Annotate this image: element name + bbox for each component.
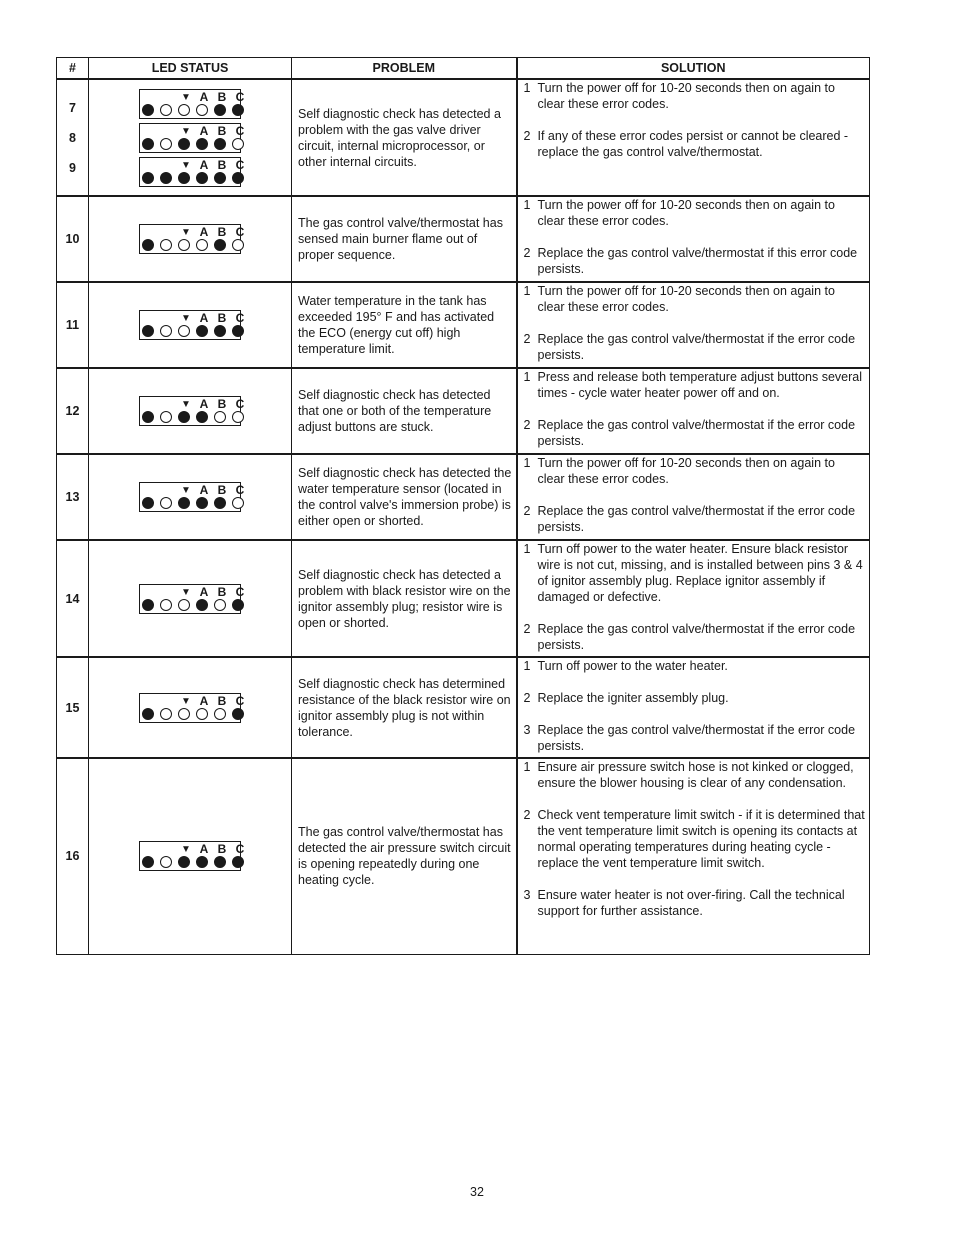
led-letter: A [199, 157, 209, 172]
step-number: 1 [523, 284, 531, 298]
step-number: 1 [523, 659, 531, 673]
step-text: Replace the gas control valve/thermostat if the error code persists. [537, 418, 856, 448]
problem-cell: The gas control valve/thermostat has detected the air pressure switch circuit is opening repeatedly during one heating cycle. [292, 758, 517, 954]
table-row [57, 454, 870, 540]
led-row [142, 325, 244, 337]
step-text: Ensure water heater is not over-firing. Call the technical support for further assistance. [537, 888, 845, 918]
led-row [142, 411, 244, 423]
error-code-cell [57, 657, 89, 758]
error-code-cell [57, 79, 89, 196]
step-number: 3 [523, 888, 531, 902]
triangle-down-icon: ▼ [181, 844, 191, 856]
triangle-down-icon: ▼ [181, 313, 191, 324]
table-row [57, 540, 870, 657]
led-header [177, 226, 249, 239]
led-off-icon [160, 856, 172, 868]
solution-step [524, 807, 866, 871]
led-letter: B [217, 311, 227, 325]
step-text: If any of these error codes persist or cannot be cleared - replace the gas control valve/thermostat. [537, 129, 849, 159]
solution-spacer [524, 112, 866, 128]
led-on-icon [160, 172, 172, 184]
led-off-icon [178, 239, 190, 251]
led-letter: A [199, 123, 209, 138]
led-stack [89, 224, 291, 254]
led-off-icon [160, 239, 172, 251]
led-status-cell [89, 196, 292, 282]
led-letter: B [217, 584, 227, 599]
led-stack [89, 89, 291, 187]
step-text: Replace the gas control valve/thermostat if the error code persists. [537, 504, 856, 534]
led-on-icon [232, 172, 244, 184]
step-text: Check vent temperature limit switch - if it is determined that the vent temperature limit switch is opening its contacts at normal operating temperatures during heating cycle - replace the vent temperature limit switch. [537, 808, 865, 870]
led-row [142, 104, 244, 116]
step-text: Turn off power to the water heater. Ensure black resistor wire is not cut, missing, and is installed between pins 3 & 4 of ignitor assembly plug. Replace ignitor assembly if damaged or defective. [537, 542, 863, 604]
solution-cell [517, 540, 870, 657]
solution-step [524, 722, 866, 754]
solution-step [524, 503, 866, 535]
triangle-down-icon: ▼ [181, 695, 191, 707]
led-display [139, 224, 245, 254]
step-number: 1 [523, 542, 531, 556]
solution-spacer [524, 791, 866, 807]
led-row [142, 599, 244, 611]
led-header [177, 91, 249, 104]
led-letter: B [217, 157, 227, 172]
led-on-icon [196, 599, 208, 611]
solution-step [524, 369, 866, 401]
led-row [142, 856, 244, 868]
led-row [142, 239, 244, 251]
table-row [57, 79, 870, 196]
led-off-icon [178, 599, 190, 611]
led-off-icon [178, 104, 190, 116]
led-off-icon [214, 599, 226, 611]
error-code-cell [57, 758, 89, 954]
led-on-icon [232, 325, 244, 337]
led-letter: C [235, 225, 245, 239]
step-text: Turn off power to the water heater. [537, 659, 728, 673]
solution-spacer [524, 229, 866, 245]
step-text: Replace the gas control valve/thermostat if the error code persists. [537, 332, 856, 362]
led-on-icon [214, 138, 226, 150]
led-off-icon [178, 325, 190, 337]
led-stack [89, 584, 291, 614]
step-number: 3 [523, 723, 531, 737]
led-display [139, 310, 245, 340]
step-number: 2 [523, 246, 531, 260]
led-letter: C [235, 483, 245, 497]
led-off-icon [214, 708, 226, 720]
led-on-icon [196, 856, 208, 868]
led-letter: C [235, 397, 245, 411]
header-problem: PROBLEM [292, 58, 517, 80]
problem-cell: Self diagnostic check has detected a problem with the gas valve driver circuit, internal microprocessor, or other internal circuits. [292, 79, 517, 196]
led-header [177, 695, 249, 708]
step-number: 2 [523, 622, 531, 636]
led-off-icon [196, 104, 208, 116]
led-off-icon [160, 138, 172, 150]
led-status-cell [89, 368, 292, 454]
led-on-icon [232, 856, 244, 868]
solution-step [524, 283, 866, 315]
triangle-down-icon: ▼ [181, 399, 191, 410]
solution-step [524, 197, 866, 229]
led-header [177, 398, 249, 411]
led-display [139, 693, 245, 723]
led-on-icon [142, 599, 154, 611]
led-on-icon [142, 138, 154, 150]
led-letter: A [199, 397, 209, 411]
table-row [57, 758, 870, 954]
led-on-icon [214, 239, 226, 251]
solution-spacer [524, 487, 866, 503]
solution-cell [517, 282, 870, 368]
table-row [57, 282, 870, 368]
led-letter: C [235, 89, 245, 104]
solution-spacer [524, 871, 866, 887]
led-letter: C [235, 123, 245, 138]
led-stack [89, 841, 291, 871]
led-on-icon [178, 856, 190, 868]
led-display [139, 123, 245, 153]
led-off-icon [232, 411, 244, 423]
led-off-icon [178, 708, 190, 720]
solution-cell [517, 758, 870, 954]
led-display [139, 89, 245, 119]
led-off-icon [196, 239, 208, 251]
solution-step [524, 690, 866, 706]
led-off-icon [214, 411, 226, 423]
triangle-down-icon: ▼ [181, 227, 191, 238]
led-header [177, 843, 249, 856]
led-on-icon [142, 325, 154, 337]
problem-cell: The gas control valve/thermostat has sensed main burner flame out of proper sequence. [292, 196, 517, 282]
solution-spacer [524, 706, 866, 722]
step-number: 2 [523, 808, 531, 822]
solution-step [524, 417, 866, 449]
solution-step [524, 887, 866, 919]
led-on-icon [178, 138, 190, 150]
led-off-icon [232, 497, 244, 509]
led-on-icon [214, 325, 226, 337]
led-on-icon [196, 172, 208, 184]
solution-step [524, 455, 866, 487]
solution-step [524, 621, 866, 653]
solution-step [524, 128, 866, 160]
error-code: 8 [69, 130, 76, 145]
led-on-icon [214, 856, 226, 868]
led-letter: B [217, 89, 227, 104]
error-code-cell [57, 368, 89, 454]
step-number: 2 [523, 129, 531, 143]
led-status-cell [89, 79, 292, 196]
led-letter: A [199, 311, 209, 325]
led-on-icon [196, 325, 208, 337]
led-letter: A [199, 693, 209, 708]
led-header [177, 312, 249, 325]
led-off-icon [160, 411, 172, 423]
step-text: Turn the power off for 10-20 seconds then on again to clear these error codes. [537, 456, 835, 486]
error-code: 16 [65, 849, 80, 864]
led-letter: B [217, 483, 227, 497]
led-off-icon [160, 708, 172, 720]
led-row [142, 172, 244, 184]
step-text: Turn the power off for 10-20 seconds then on again to clear these error codes. [537, 284, 835, 314]
step-text: Replace the gas control valve/thermostat if the error code persists. [537, 723, 856, 753]
diagnostic-table [56, 57, 870, 955]
led-display [139, 482, 245, 512]
step-number: 2 [523, 332, 531, 346]
table-row [57, 657, 870, 758]
error-code: 7 [69, 100, 76, 115]
led-letter: B [217, 397, 227, 411]
led-letter: A [199, 89, 209, 104]
header-led-status: LED STATUS [89, 58, 292, 80]
solution-cell [517, 196, 870, 282]
solution-step [524, 759, 866, 791]
led-on-icon [196, 497, 208, 509]
solution-step [524, 245, 866, 277]
led-on-icon [232, 599, 244, 611]
problem-cell: Self diagnostic check has determined resistance of the black resistor wire on ignitor assembly plug is not within tolerance. [292, 657, 517, 758]
led-on-icon [142, 239, 154, 251]
led-on-icon [196, 411, 208, 423]
led-letter: B [217, 693, 227, 708]
led-on-icon [142, 856, 154, 868]
triangle-down-icon: ▼ [181, 586, 191, 598]
led-display [139, 584, 245, 614]
solution-cell [517, 79, 870, 196]
led-on-icon [178, 497, 190, 509]
solution-step [524, 658, 866, 674]
led-off-icon [196, 708, 208, 720]
led-status-cell [89, 454, 292, 540]
step-number: 1 [523, 81, 531, 95]
led-off-icon [160, 104, 172, 116]
error-code-cell [57, 282, 89, 368]
led-on-icon [232, 104, 244, 116]
led-on-icon [214, 172, 226, 184]
step-text: Turn the power off for 10-20 seconds then on again to clear these error codes. [537, 198, 835, 228]
led-letter: C [235, 584, 245, 599]
error-code: 11 [65, 318, 80, 332]
triangle-down-icon: ▼ [181, 125, 191, 137]
step-text: Replace the gas control valve/thermostat if the error code persists. [537, 622, 856, 652]
led-stack [89, 396, 291, 426]
led-off-icon [232, 138, 244, 150]
led-letter: A [199, 842, 209, 857]
led-stack [89, 693, 291, 723]
led-on-icon [142, 104, 154, 116]
led-letter: A [199, 225, 209, 239]
led-on-icon [142, 411, 154, 423]
problem-cell: Self diagnostic check has detected the water temperature sensor (located in the control valve's immersion probe) is either open or shorted. [292, 454, 517, 540]
error-code-cell [57, 454, 89, 540]
error-code: 14 [65, 591, 80, 606]
step-number: 1 [523, 760, 531, 774]
led-header [177, 125, 249, 138]
error-code: 9 [69, 160, 76, 175]
led-row [142, 708, 244, 720]
error-code: 13 [65, 490, 80, 504]
problem-cell: Self diagnostic check has detected that one or both of the temperature adjust buttons are stuck. [292, 368, 517, 454]
led-on-icon [178, 411, 190, 423]
table-row [57, 196, 870, 282]
led-stack [89, 310, 291, 340]
solution-step [524, 331, 866, 363]
led-letter: C [235, 157, 245, 172]
led-row [142, 138, 244, 150]
led-off-icon [160, 325, 172, 337]
led-status-cell [89, 282, 292, 368]
error-code: 10 [65, 232, 80, 246]
problem-cell: Water temperature in the tank has exceeded 195° F and has activated the ECO (energy cut off) high temperature limit. [292, 282, 517, 368]
led-off-icon [160, 497, 172, 509]
led-off-icon [160, 599, 172, 611]
led-row [142, 497, 244, 509]
solution-step [524, 80, 866, 112]
led-display [139, 157, 245, 187]
led-letter: C [235, 311, 245, 325]
led-status-cell [89, 540, 292, 657]
header-number: # [57, 58, 89, 80]
led-letter: A [199, 483, 209, 497]
led-on-icon [178, 172, 190, 184]
step-text: Replace the gas control valve/thermostat if this error code persists. [537, 246, 858, 276]
triangle-down-icon: ▼ [181, 485, 191, 496]
step-text: Press and release both temperature adjust buttons several times - cycle water heater power off and on. [537, 370, 862, 400]
led-on-icon [142, 708, 154, 720]
led-letter: B [217, 123, 227, 138]
led-off-icon [232, 239, 244, 251]
step-number: 2 [523, 418, 531, 432]
led-display [139, 396, 245, 426]
led-letter: B [217, 842, 227, 857]
step-number: 2 [523, 504, 531, 518]
solution-cell [517, 454, 870, 540]
step-number: 1 [523, 198, 531, 212]
solution-spacer [524, 401, 866, 417]
step-text: Ensure air pressure switch hose is not kinked or clogged, ensure the blower housing is clear of any condensation. [537, 760, 854, 790]
step-number: 2 [523, 691, 531, 705]
solution-cell [517, 657, 870, 758]
step-text: Replace the igniter assembly plug. [537, 691, 729, 705]
led-header [177, 159, 249, 172]
led-header [177, 586, 249, 599]
step-text: Turn the power off for 10-20 seconds then on again to clear these error codes. [537, 81, 835, 111]
page-number: 32 [470, 1185, 484, 1199]
header-solution: SOLUTION [517, 58, 870, 80]
led-on-icon [196, 138, 208, 150]
led-status-cell [89, 657, 292, 758]
led-display [139, 841, 245, 871]
led-on-icon [142, 497, 154, 509]
step-number: 1 [523, 456, 531, 470]
table-header-row [57, 58, 870, 80]
solution-cell [517, 368, 870, 454]
table-body [57, 79, 870, 954]
led-stack [89, 482, 291, 512]
solution-step [524, 541, 866, 605]
led-letter: C [235, 842, 245, 857]
solution-spacer [524, 674, 866, 690]
triangle-down-icon: ▼ [181, 159, 191, 171]
led-on-icon [214, 104, 226, 116]
problem-cell: Self diagnostic check has detected a problem with black resistor wire on the ignitor assembly plug; resistor wire is open or shorted. [292, 540, 517, 657]
led-header [177, 484, 249, 497]
solution-spacer [524, 315, 866, 331]
step-number: 1 [523, 370, 531, 384]
error-code-cell [57, 196, 89, 282]
error-code-cell [57, 540, 89, 657]
error-code: 15 [65, 700, 80, 715]
led-on-icon [142, 172, 154, 184]
led-letter: A [199, 584, 209, 599]
led-letter: C [235, 693, 245, 708]
solution-spacer [524, 605, 866, 621]
table-row [57, 368, 870, 454]
triangle-down-icon: ▼ [181, 91, 191, 103]
error-code: 12 [65, 404, 80, 418]
led-on-icon [232, 708, 244, 720]
led-letter: B [217, 225, 227, 239]
led-status-cell [89, 758, 292, 954]
led-on-icon [214, 497, 226, 509]
